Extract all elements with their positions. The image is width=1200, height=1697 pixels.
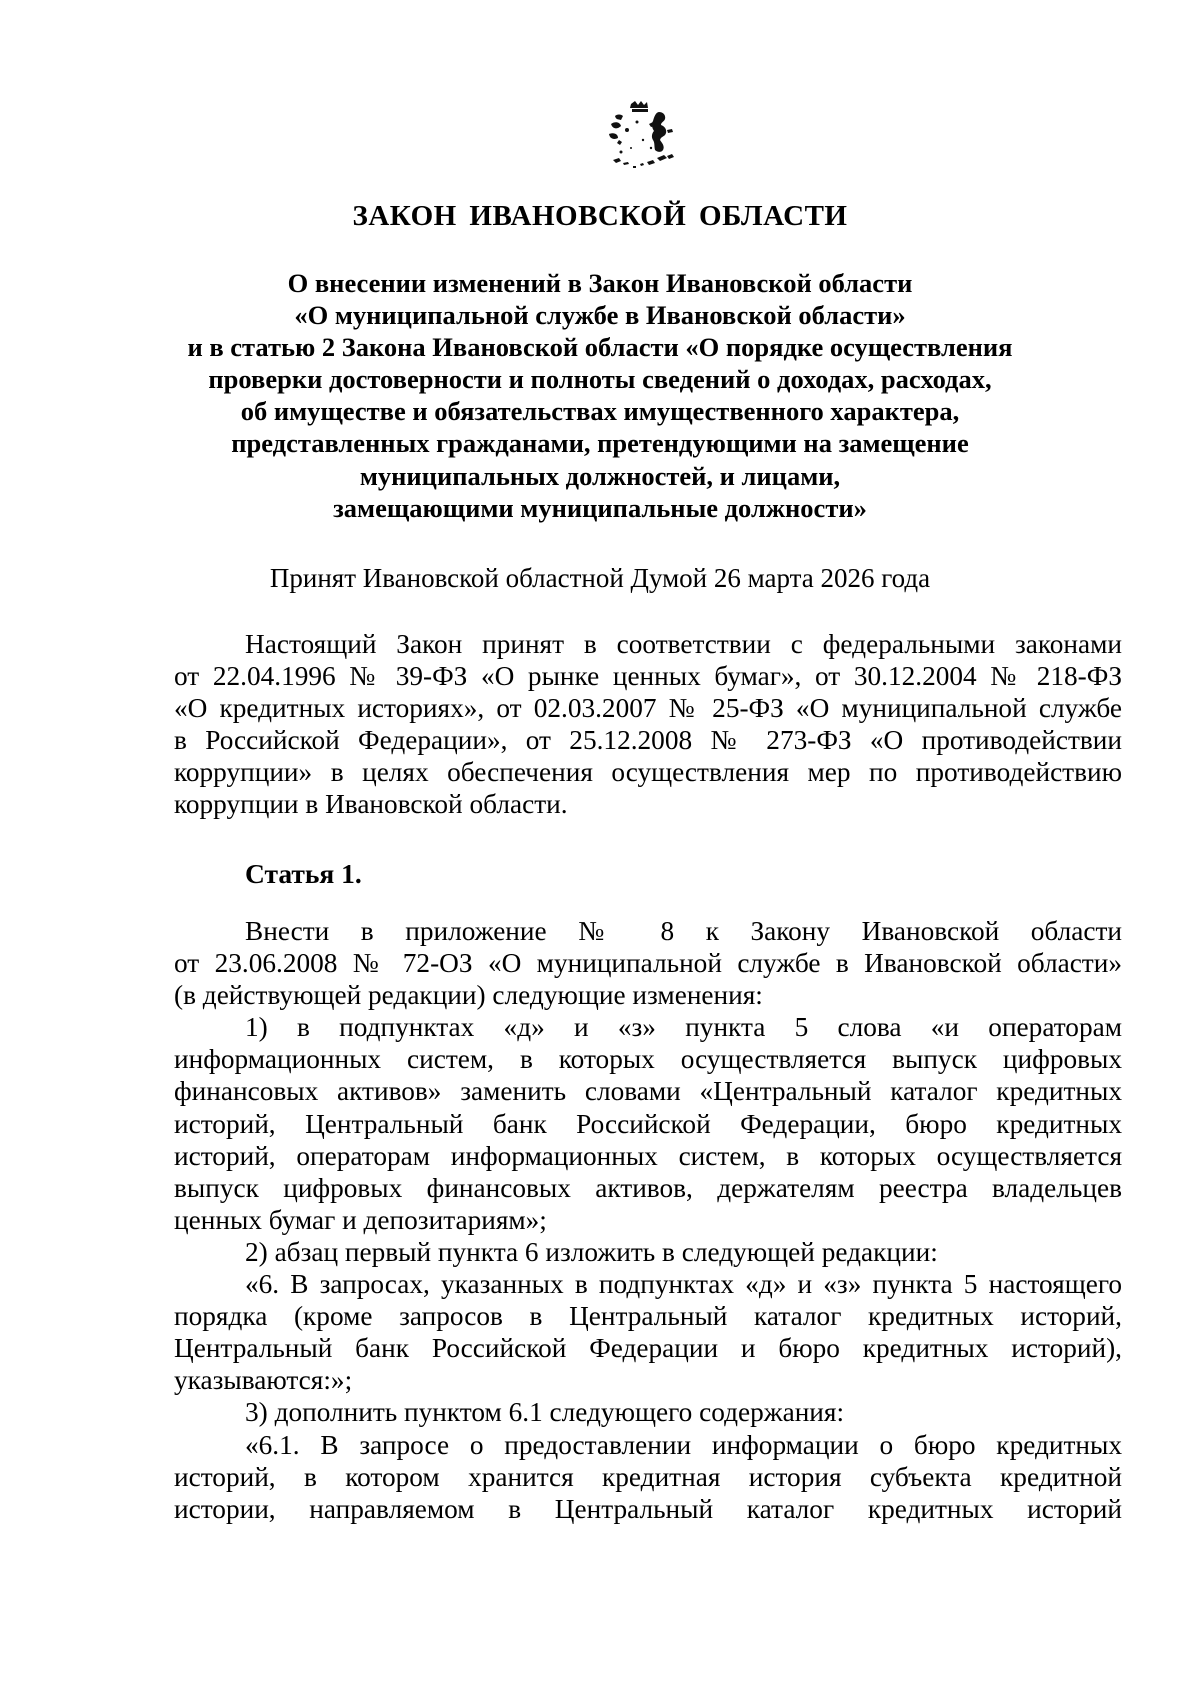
text-line: информационных систем, в которых осуществляется выпуск цифровых (174, 1044, 1122, 1075)
text-line: 1) в подпунктах «д» и «з» пункта 5 слова «и операторам (245, 1012, 1122, 1043)
subtitle-line: муниципальных должностей, и лицами, (359, 460, 841, 491)
text-line: историй, Центральный банк Российской Федерации, бюро кредитных (174, 1108, 1122, 1139)
text-line: ценных бумаг и депозитариям»; (174, 1204, 547, 1235)
intro-paragraph (174, 628, 1122, 821)
article-1-body (174, 915, 1122, 1525)
text-line: коррупции в Ивановской области. (174, 789, 568, 820)
text-line: от 23.06.2008 № 72-ОЗ «О муниципальной службе в Ивановской области» (174, 948, 1122, 979)
text-line: (в действующей редакции) следующие изменения: (174, 980, 763, 1011)
text-line: «6. В запросах, указанных в подпунктах «д» и «з» пункта 5 настоящего (245, 1269, 1122, 1300)
text-line: финансовых активов» заменить словами «Центральный каталог кредитных (174, 1076, 1122, 1107)
text-line: от 22.04.1996 № 39-ФЗ «О рынке ценных бумаг», от 30.12.2004 № 218-ФЗ (174, 661, 1122, 692)
text-line: 3) дополнить пунктом 6.1 следующего содержания: (245, 1397, 845, 1428)
subtitle-line: «О муниципальной службе в Ивановской области» (294, 300, 906, 331)
text-line: историй, в котором хранится кредитная история субъекта кредитной (174, 1461, 1122, 1492)
text-line: указываются:»; (174, 1365, 353, 1396)
text-line: 2) абзац первый пункта 6 изложить в следующей редакции: (245, 1236, 938, 1267)
subtitle-line: О внесении изменений в Закон Ивановской области (287, 268, 913, 298)
text-line: коррупции» в целях обеспечения осуществления мер по противодействию (174, 757, 1122, 788)
text-line: в Российской Федерации», от 25.12.2008 № 273-ФЗ «О противодействии (174, 725, 1122, 756)
coat-of-arms-emblem-icon (593, 100, 689, 180)
subtitle-line: об имуществе и обязательствах имущественного характера, (240, 396, 960, 427)
text-line: «6.1. В запросе о предоставлении информации о бюро кредитных (245, 1429, 1122, 1460)
subtitle-line: и в статью 2 Закона Ивановской области «О порядке осуществления (187, 332, 1013, 363)
law-subtitle (0, 267, 1200, 524)
law-title: ЗАКОН ИВАНОВСКОЙ ОБЛАСТИ (352, 200, 848, 232)
subtitle-line: проверки достоверности и полноты сведений о доходах, расходах, (208, 364, 992, 395)
text-line: истории, направляемом в Центральный каталог кредитных историй (174, 1493, 1122, 1524)
text-line: «О кредитных историях», от 02.03.2007 № 25-ФЗ «О муниципальной службе (174, 693, 1122, 724)
text-line: выпуск цифровых финансовых активов, держателям реестра владельцев (174, 1172, 1122, 1203)
text-line: Центральный банк Российской Федерации и бюро кредитных историй), (174, 1333, 1122, 1364)
subtitle-line: представленных гражданами, претендующими на замещение (231, 428, 969, 459)
adoption-date-line: Принят Ивановской областной Думой 26 марта 2026 года (269, 563, 931, 593)
text-line: Внести в приложение № 8 к Закону Ивановской области (245, 916, 1122, 946)
text-line: историй, операторам информационных систем, в которых осуществляется (174, 1140, 1122, 1171)
text-line: порядка (кроме запросов в Центральный каталог кредитных историй, (174, 1301, 1122, 1332)
subtitle-line: замещающими муниципальные должности» (333, 492, 867, 523)
text-line: Настоящий Закон принят в соответствии с федеральными законами (245, 629, 1122, 659)
article-heading: Статья 1. (245, 858, 362, 889)
